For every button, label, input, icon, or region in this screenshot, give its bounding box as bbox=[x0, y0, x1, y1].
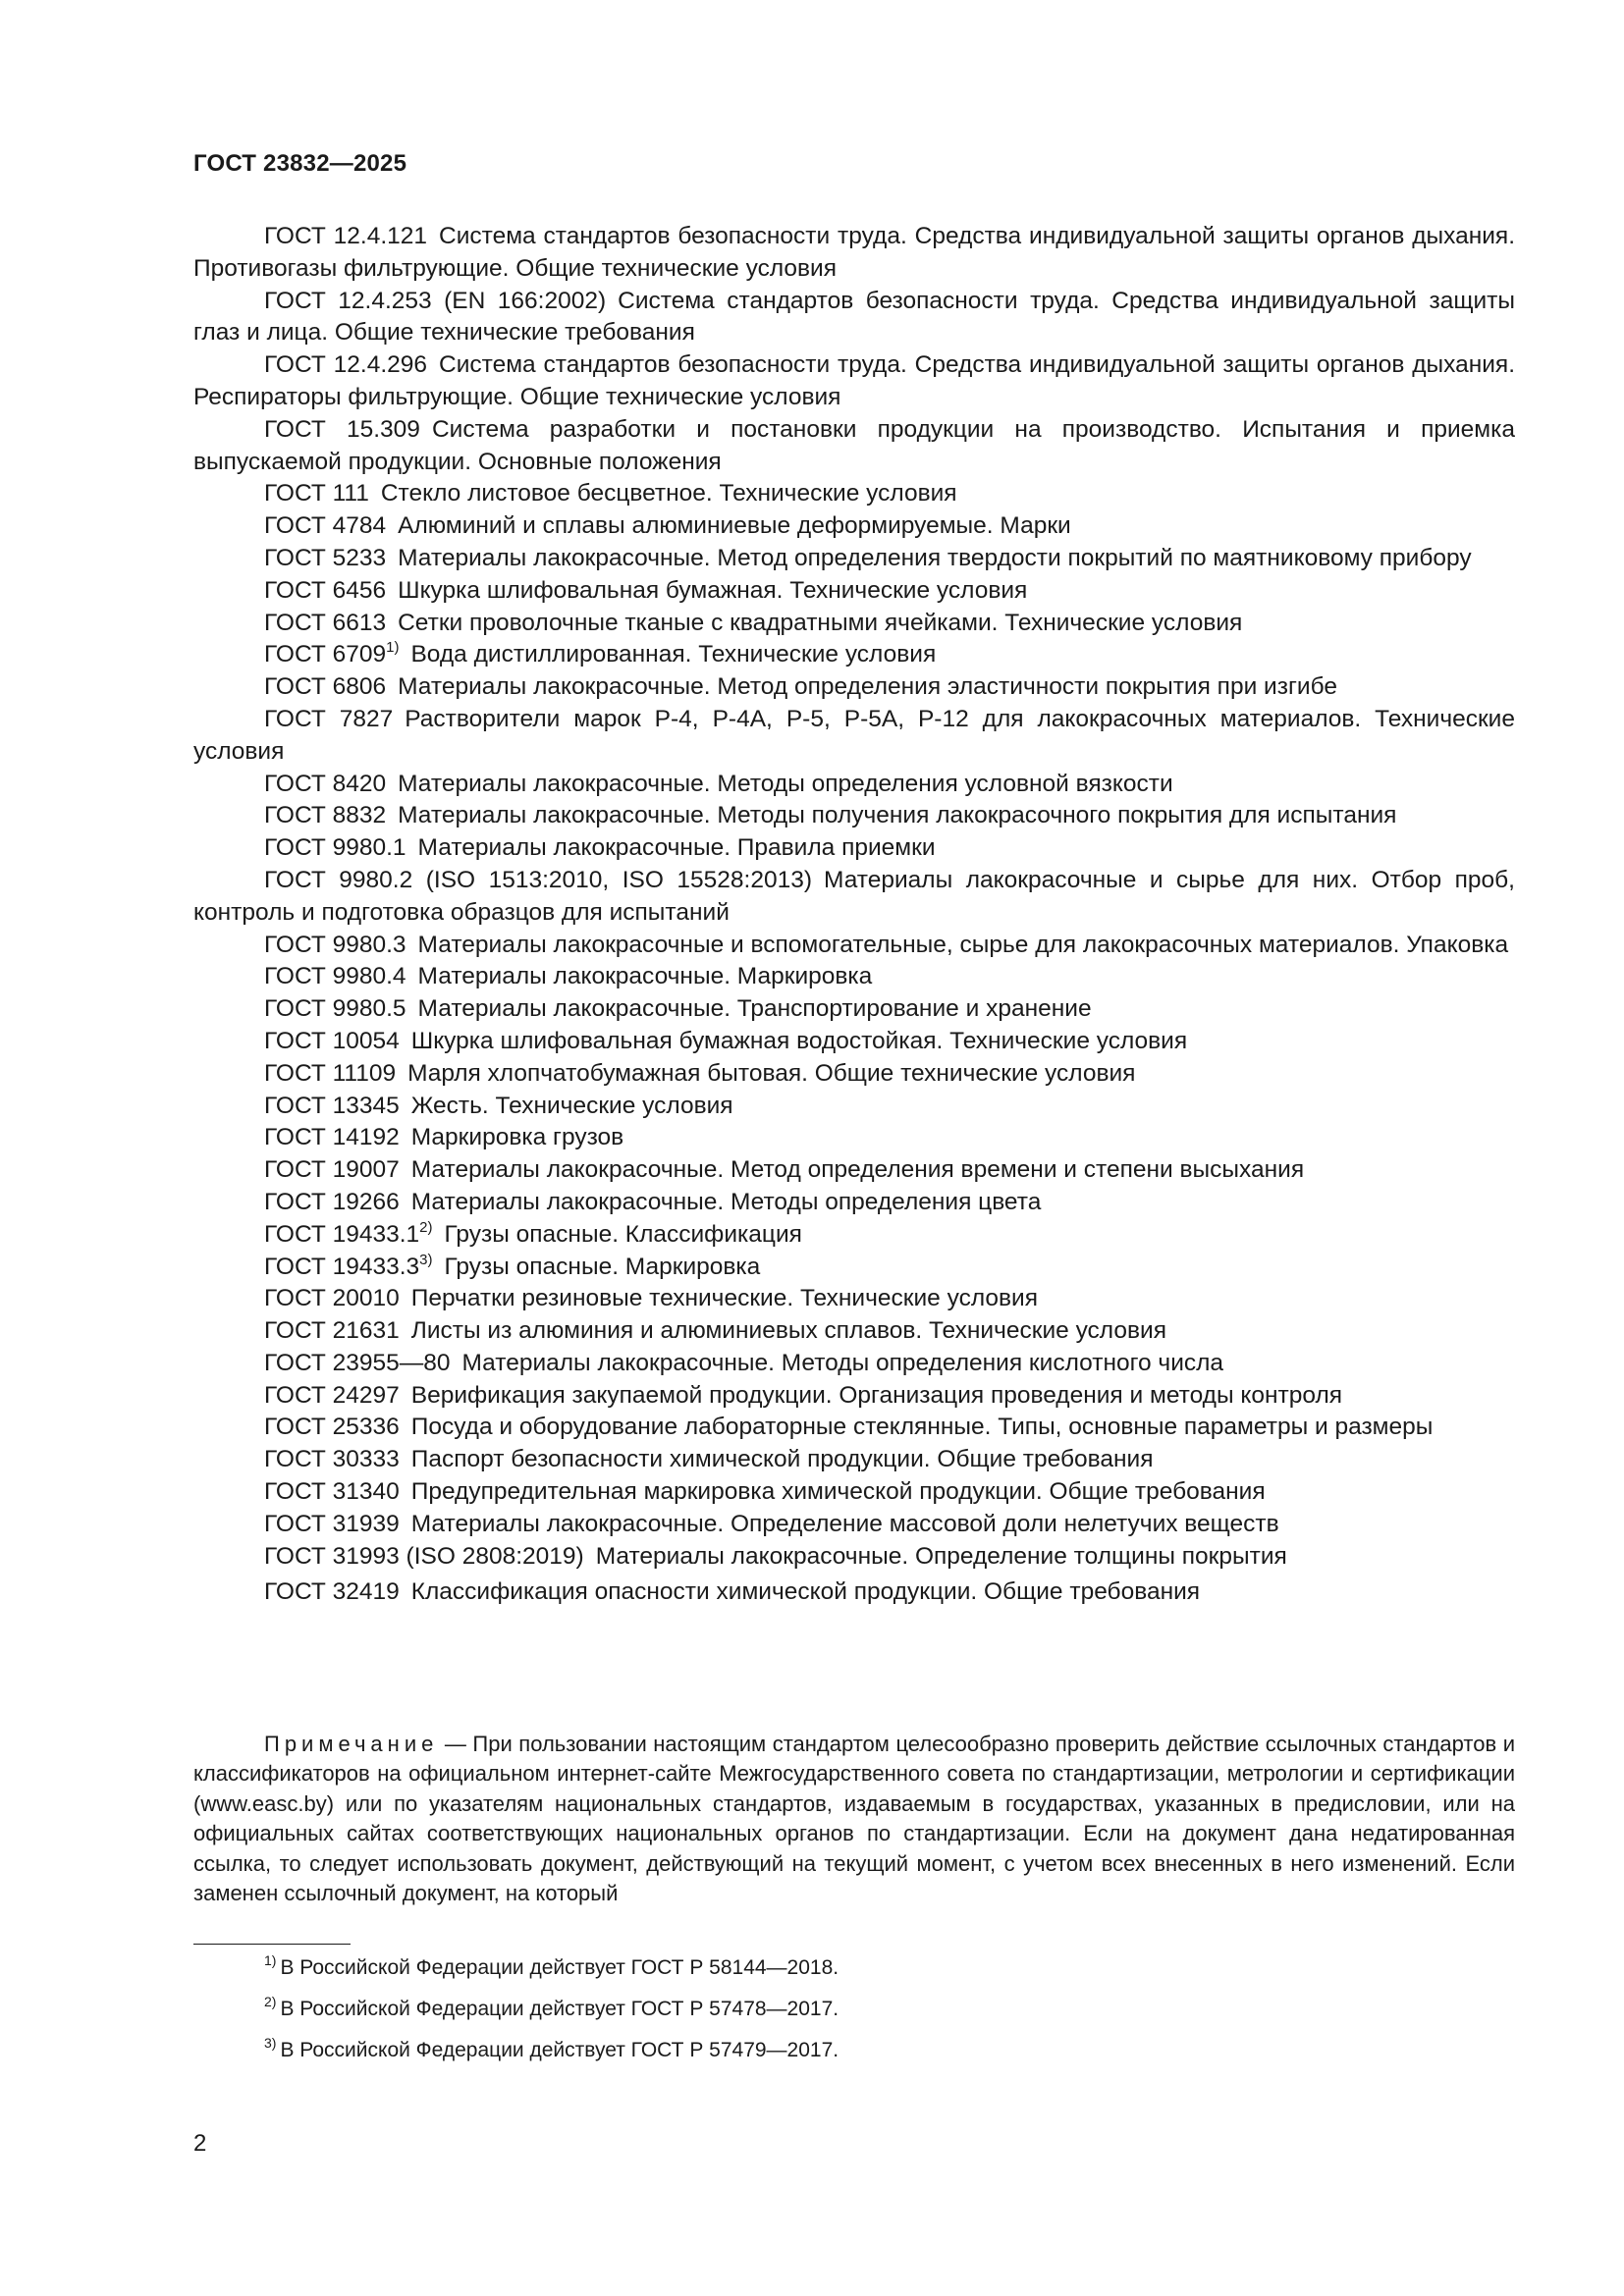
reference-code: ГОСТ 20010 bbox=[264, 1285, 400, 1312]
reference-title: Система стандартов безопасности труда. Средства индивидуальной защиты органов дыхания. Респираторы фильтрующие. Общие технические условия bbox=[193, 351, 1516, 410]
reference-title: Материалы лакокрасочные и сырье для них. Отбор проб, контроль и подготовка образцов для испытаний bbox=[193, 866, 1515, 926]
reference-title: Верификация закупаемой продукции. Организация проведения и методы контроля bbox=[410, 1381, 1343, 1409]
reference-item bbox=[193, 1509, 1515, 1541]
reference-item bbox=[193, 286, 1515, 350]
reference-item bbox=[193, 1091, 1515, 1123]
reference-code: ГОСТ 25336 bbox=[264, 1414, 400, 1441]
reference-title: Грузы опасные. Маркировка bbox=[444, 1253, 761, 1280]
reference-code: ГОСТ 9980.5 bbox=[264, 995, 406, 1023]
reference-code: ГОСТ 6806 bbox=[264, 673, 387, 701]
footnote-item bbox=[264, 1995, 1442, 2024]
reference-code: ГОСТ 31340 bbox=[264, 1478, 400, 1506]
reference-title: Материалы лакокрасочные. Определение массовой доли нелетучих веществ bbox=[410, 1510, 1279, 1537]
reference-item bbox=[193, 608, 1515, 640]
reference-code: ГОСТ 24297 bbox=[264, 1381, 400, 1409]
reference-item bbox=[193, 800, 1515, 832]
reference-item bbox=[193, 865, 1515, 930]
reference-item bbox=[193, 575, 1515, 608]
reference-code: ГОСТ 10054 bbox=[264, 1027, 400, 1054]
reference-title: Материалы лакокрасочные. Метод определения времени и степени высыхания bbox=[410, 1156, 1305, 1184]
reference-code: ГОСТ 8420 bbox=[264, 770, 387, 797]
reference-code: ГОСТ 21631 bbox=[264, 1317, 400, 1345]
reference-title: Вода дистиллированная. Технические условия bbox=[410, 641, 937, 668]
reference-title: Материалы лакокрасочные и вспомогательные, сырье для лакокрасочных материалов. Упаковка bbox=[417, 931, 1509, 958]
reference-title: Паспорт безопасности химической продукции. Общие требования bbox=[410, 1446, 1154, 1473]
reference-title: Жесть. Технические условия bbox=[410, 1092, 733, 1119]
footnote-text: В Российской Федерации действует ГОСТ Р 57478—2017. bbox=[280, 1998, 839, 2020]
reference-code: ГОСТ 19266 bbox=[264, 1188, 400, 1215]
reference-title: Посуда и оборудование лабораторные стеклянные. Типы, основные параметры и размеры bbox=[410, 1414, 1434, 1441]
reference-item bbox=[193, 543, 1515, 575]
reference-title: Растворители марок Р-4, Р-4А, Р-5, Р-5А, Р-12 для лакокрасочных материалов. Технические условия bbox=[193, 705, 1515, 765]
reference-item bbox=[193, 993, 1515, 1026]
reference-code: ГОСТ 6709 bbox=[264, 641, 387, 668]
reference-item bbox=[193, 930, 1515, 962]
reference-item bbox=[193, 1026, 1515, 1058]
reference-title: Материалы лакокрасочные. Правила приемки bbox=[417, 834, 936, 862]
reference-code: ГОСТ 5233 bbox=[264, 544, 387, 571]
reference-item bbox=[193, 1315, 1515, 1348]
reference-code: ГОСТ 8832 bbox=[264, 802, 387, 829]
reference-code: ГОСТ 14192 bbox=[264, 1124, 400, 1151]
footnote-text: В Российской Федерации действует ГОСТ Р 58144—2018. bbox=[280, 1956, 839, 1979]
reference-title: Материалы лакокрасочные. Маркировка bbox=[417, 963, 873, 990]
reference-title: Листы из алюминия и алюминиевых сплавов. Технические условия bbox=[410, 1317, 1166, 1345]
note-label: Примечание bbox=[264, 1732, 439, 1756]
footnote-mark: 3) bbox=[264, 2035, 277, 2051]
reference-item bbox=[193, 1476, 1515, 1509]
reference-title: Классификация опасности химической продукции. Общие требования bbox=[410, 1578, 1201, 1606]
reference-item bbox=[193, 1252, 1515, 1284]
reference-item bbox=[193, 1219, 1515, 1252]
reference-title: Сетки проволочные тканые с квадратными ячейками. Технические условия bbox=[398, 609, 1243, 636]
reference-item bbox=[193, 349, 1515, 414]
reference-item bbox=[193, 671, 1515, 704]
reference-title: Материалы лакокрасочные. Методы получения лакокрасочного покрытия для испытания bbox=[398, 802, 1397, 829]
reference-title: Система стандартов безопасности труда. Средства индивидуальной защиты глаз и лица. Общие технические требования bbox=[193, 287, 1515, 347]
footnote-marker[interactable]: 1) bbox=[386, 639, 400, 657]
reference-code: ГОСТ 6456 bbox=[264, 576, 387, 604]
reference-item bbox=[193, 1541, 1515, 1574]
reference-code: ГОСТ 32419 bbox=[264, 1578, 400, 1606]
reference-title: Грузы опасные. Классификация bbox=[444, 1220, 802, 1248]
reference-code: ГОСТ 31993 (ISO 2808:2019) bbox=[264, 1542, 584, 1570]
footnote-mark: 1) bbox=[264, 1952, 277, 1968]
reference-title: Материалы лакокрасочные. Методы определения условной вязкости bbox=[398, 770, 1173, 797]
reference-code: ГОСТ 13345 bbox=[264, 1092, 400, 1119]
reference-title: Шкурка шлифовальная бумажная водостойкая. Технические условия bbox=[410, 1027, 1188, 1054]
footnote-marker[interactable]: 2) bbox=[419, 1218, 433, 1236]
reference-title: Предупредительная маркировка химической продукции. Общие требования bbox=[410, 1478, 1266, 1506]
reference-code: ГОСТ 12.4.296 bbox=[264, 351, 428, 379]
reference-item bbox=[193, 478, 1515, 510]
reference-title: Материалы лакокрасочные. Транспортирование и хранение bbox=[417, 995, 1092, 1023]
note-text: — При пользовании настоящим стандартом целесообразно проверить действие ссылочных стандартов и классификаторов на официальном интернет-сайте Межгосударственного совета по стандартизации, метрологии и сертификации (www.easc.by) или по указателям национальных стандартов, издаваемым в государствах, указанных в предисловии, или на официальных сайтах соответствующих национальных органов по стандартизации. Если на документ дана недатированная ссылка, то следует использовать документ, действующий на текущий момент, с учетом всех внесенных в него изменений. Если заменен ссылочный документ, на который bbox=[193, 1732, 1515, 1906]
reference-item bbox=[193, 1380, 1515, 1413]
reference-code: ГОСТ 19433.3 bbox=[264, 1253, 420, 1280]
reference-item bbox=[193, 1122, 1515, 1154]
reference-title: Система стандартов безопасности труда. Средства индивидуальной защиты органов дыхания. Противогазы фильтрующие. Общие технические условия bbox=[193, 223, 1516, 282]
reference-title: Алюминий и сплавы алюминиевые деформируемые. Марки bbox=[398, 512, 1071, 540]
reference-title: Материалы лакокрасочные. Методы определения кислотного числа bbox=[461, 1349, 1224, 1376]
reference-code: ГОСТ 4784 bbox=[264, 512, 387, 540]
footnote-text: В Российской Федерации действует ГОСТ Р 57479—2017. bbox=[280, 2039, 839, 2061]
reference-code: ГОСТ 11109 bbox=[264, 1059, 397, 1087]
reference-code: ГОСТ 9980.1 bbox=[264, 834, 406, 862]
footnote-item bbox=[264, 1953, 1442, 1983]
reference-code: ГОСТ 12.4.253 (EN 166:2002) bbox=[264, 287, 607, 314]
reference-title: Шкурка шлифовальная бумажная. Технические условия bbox=[398, 576, 1028, 604]
reference-item bbox=[193, 510, 1515, 543]
reference-code: ГОСТ 19433.1 bbox=[264, 1220, 420, 1248]
document-header: ГОСТ 23832—2025 bbox=[193, 150, 407, 177]
reference-code: ГОСТ 15.309 bbox=[264, 415, 420, 443]
reference-code: ГОСТ 30333 bbox=[264, 1446, 400, 1473]
reference-code: ГОСТ 111 bbox=[264, 480, 369, 507]
reference-item bbox=[193, 1058, 1515, 1091]
normative-references-list bbox=[193, 221, 1515, 1609]
reference-title: Материалы лакокрасочные. Метод определения твердости покрытий по маятниковому прибору bbox=[398, 544, 1472, 571]
reference-title: Марля хлопчатобумажная бытовая. Общие технические условия bbox=[407, 1059, 1136, 1087]
reference-title: Материалы лакокрасочные. Метод определения эластичности покрытия при изгибе bbox=[398, 673, 1337, 701]
footnote-item bbox=[264, 2036, 1442, 2065]
footnotes bbox=[264, 1953, 1442, 2077]
reference-item bbox=[193, 414, 1515, 479]
reference-code: ГОСТ 12.4.121 bbox=[264, 223, 428, 249]
reference-item bbox=[193, 1576, 1515, 1609]
reference-code: ГОСТ 23955—80 bbox=[264, 1349, 451, 1376]
reference-item bbox=[193, 639, 1515, 671]
reference-item bbox=[193, 704, 1515, 769]
reference-code: ГОСТ 9980.3 bbox=[264, 931, 406, 958]
reference-title: Стекло листовое бесцветное. Технические условия bbox=[380, 480, 957, 507]
footnote-separator bbox=[193, 1944, 351, 1945]
reference-title: Материалы лакокрасочные. Методы определения цвета bbox=[410, 1188, 1042, 1215]
reference-item bbox=[193, 1283, 1515, 1315]
reference-title: Система разработки и постановки продукции на производство. Испытания и приемка выпускаемой продукции. Основные положения bbox=[193, 415, 1515, 475]
reference-title: Маркировка грузов bbox=[410, 1124, 624, 1151]
reference-title: Перчатки резиновые технические. Технические условия bbox=[410, 1285, 1038, 1312]
reference-code: ГОСТ 6613 bbox=[264, 609, 387, 636]
page-number: 2 bbox=[193, 2130, 207, 2157]
reference-item bbox=[193, 961, 1515, 993]
reference-item bbox=[193, 221, 1515, 286]
footnote-marker[interactable]: 3) bbox=[419, 1251, 433, 1268]
footnote-mark: 2) bbox=[264, 1994, 277, 2009]
reference-item bbox=[193, 1187, 1515, 1219]
reference-item bbox=[193, 769, 1515, 801]
reference-title: Материалы лакокрасочные. Определение толщины покрытия bbox=[595, 1542, 1287, 1570]
note-paragraph bbox=[193, 1730, 1515, 1908]
reference-item bbox=[193, 832, 1515, 865]
reference-code: ГОСТ 31939 bbox=[264, 1510, 400, 1537]
reference-item bbox=[193, 1412, 1515, 1444]
reference-code: ГОСТ 7827 bbox=[264, 705, 394, 732]
reference-code: ГОСТ 9980.4 bbox=[264, 963, 406, 990]
reference-code: ГОСТ 9980.2 (ISO 1513:2010, ISO 15528:2013) bbox=[264, 866, 813, 893]
reference-item bbox=[193, 1348, 1515, 1380]
reference-code: ГОСТ 19007 bbox=[264, 1156, 400, 1184]
reference-item bbox=[193, 1444, 1515, 1476]
reference-item bbox=[193, 1154, 1515, 1187]
